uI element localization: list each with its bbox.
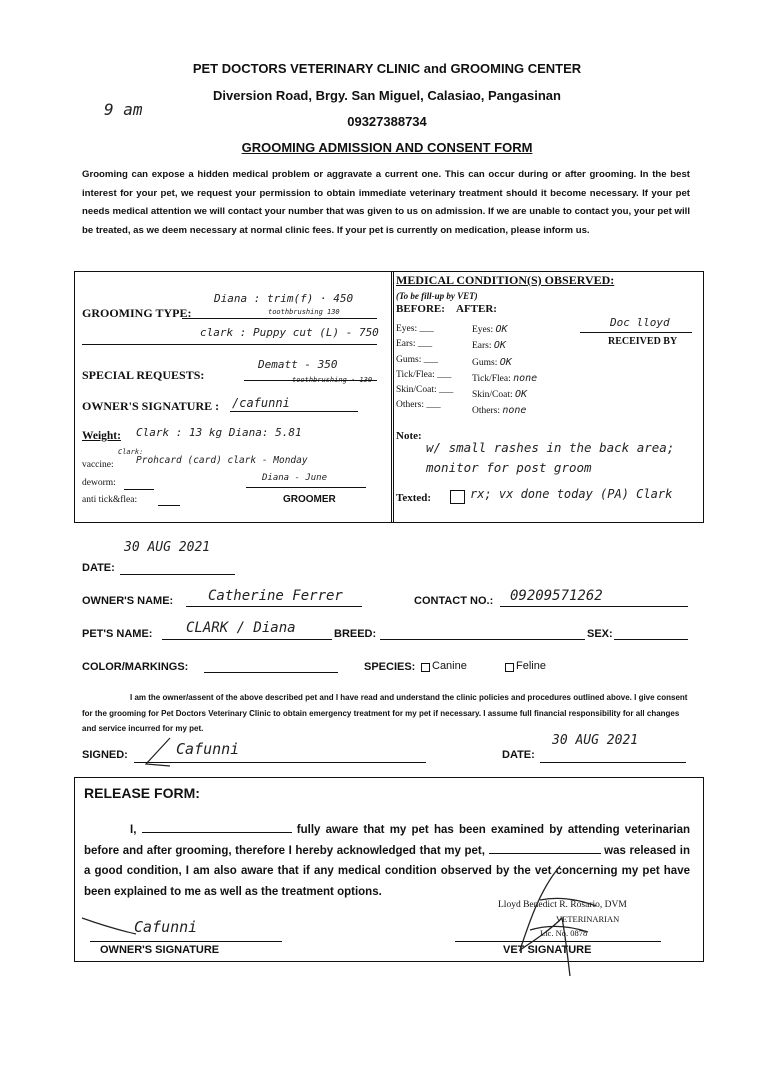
note-value: w/ small rashes in the back area; monitor for post groom (426, 440, 675, 475)
date-value: 30 AUG 2021 (124, 540, 211, 555)
received-by-value: Doc lloyd (610, 316, 670, 329)
received-by-underline (580, 332, 692, 333)
canine-checkbox[interactable] (421, 663, 430, 672)
medical-title: MEDICAL CONDITION(S) OBSERVED: (396, 273, 615, 287)
deworm-value: Diana - June (262, 473, 328, 483)
owner-signature-label: OWNER'S SIGNATURE : (82, 399, 220, 413)
clinic-address: Diversion Road, Brgy. San Miguel, Calasiao, Pangasinan (213, 88, 561, 103)
before-item: Ears: ___ (396, 339, 433, 350)
release-i: I, (130, 824, 137, 836)
special-requests-label: SPECIAL REQUESTS: (82, 368, 205, 382)
before-label: BEFORE: (396, 303, 445, 315)
signed-date-value: 30 AUG 2021 (552, 733, 639, 748)
groomer-underline (246, 487, 366, 488)
clinic-name: PET DOCTORS VETERINARY CLINIC and GROOMING CENTER (192, 61, 582, 76)
form-title: GROOMING ADMISSION AND CONSENT FORM (241, 140, 533, 155)
antitick-underline (158, 505, 180, 506)
clinic-phone: 09327388734 (347, 114, 427, 129)
before-item: Skin/Coat: ___ (396, 385, 454, 396)
weight-label: Weight: (82, 430, 121, 442)
after-item: Skin/Coat: OK (472, 389, 528, 401)
before-item: Tick/Flea: ___ (396, 369, 452, 380)
signed-underline (134, 762, 426, 763)
release-owner-label: OWNER'S SIGNATURE (100, 944, 220, 956)
release-text-2: was released in a good condition, I am also aware that if any medical condition observed by the vet concerning my pet have been explained to me as well as the treatment options. (84, 844, 690, 898)
owner-signature-stroke-icon (80, 914, 140, 938)
after-label: AFTER: (456, 303, 497, 315)
owner-signature-value: /cafunni (232, 396, 290, 410)
canine-label: Canine (432, 660, 467, 672)
after-item: Gums: OK (472, 356, 512, 368)
color-markings-underline[interactable] (204, 672, 338, 673)
after-list (472, 322, 537, 420)
release-title: RELEASE FORM: (84, 785, 200, 801)
before-item: Eyes: ___ (396, 324, 434, 334)
after-item: Tick/Flea: none (472, 372, 538, 384)
signed-date-underline (540, 762, 686, 763)
pet-name-label: PET'S NAME: (82, 628, 153, 640)
received-by-label: RECEIVED BY (608, 336, 678, 347)
after-item: Eyes: OK (472, 324, 508, 335)
contact-value[interactable]: 09209571262 (510, 588, 603, 604)
date-underline (120, 574, 235, 575)
release-name-blank[interactable] (142, 822, 292, 833)
contact-label: CONTACT NO.: (414, 595, 494, 607)
owner-signature-underline (230, 411, 358, 412)
breed-label: BREED: (334, 628, 377, 640)
sex-label: SEX: (587, 628, 613, 640)
sex-underline[interactable] (614, 639, 688, 640)
grooming-type-label: GROOMING TYPE: (82, 306, 192, 320)
grooming-type-line2: clark : Puppy cut (L) - 750 (200, 326, 379, 339)
weight-value: Clark : 13 kg Diana: 5.81 (136, 426, 302, 439)
grooming-type-underline-2 (82, 344, 377, 345)
pet-name-underline (162, 639, 332, 640)
texted-label: Texted: (396, 492, 432, 504)
after-item: Others: none (472, 405, 527, 417)
contact-underline (500, 606, 688, 607)
release-owner-signature: Cafunni (134, 918, 198, 936)
handwritten-time: 9 am (104, 100, 143, 119)
release-pet-blank[interactable] (489, 843, 601, 854)
grooming-type-line1: Diana : trim(f) · 450 (214, 292, 354, 305)
note-label: Note: (396, 430, 422, 442)
vet-name: Lloyd Benedict R. Rosario, DVM (498, 900, 627, 910)
after-item: Ears: OK (472, 340, 506, 352)
texted-checkbox[interactable] (450, 490, 465, 504)
special-requests-note: toothbrushing · 130 (292, 376, 373, 384)
vaccine-note: Clark: (118, 448, 144, 456)
grooming-type-underline (182, 318, 377, 319)
vet-title: VETERINARIAN (556, 914, 620, 924)
vaccine-label: vaccine: (82, 460, 114, 470)
deworm-label: deworm: (82, 478, 116, 488)
feline-checkbox[interactable] (505, 663, 514, 672)
vaccine-value: Prohcard (card) clark - Monday (136, 455, 308, 466)
intro-paragraph: Grooming can expose a hidden medical problem or aggravate a current one. This can occur during or after grooming. In the best interest for your pet, we request your permission to obtain immediate veterinary treatment should it become necessary. If your pet needs medical attention we will contact your number that was given to us on admission. If we are unable to contact you, your pet will be treated, as we deem necessary at normal clinic fees. If your pet is currently on medication, please inform us. (82, 169, 690, 236)
antitick-label: anti tick&flea: (82, 495, 138, 505)
signed-value: Cafunni (176, 740, 240, 758)
special-requests-underline (244, 380, 377, 381)
before-list (396, 322, 453, 414)
date-label: DATE: (82, 562, 115, 574)
groomer-label: GROOMER (283, 494, 336, 505)
color-markings-label: COLOR/MARKINGS: (82, 661, 189, 673)
pet-name-value[interactable]: CLARK / Diana (186, 620, 296, 636)
signature-stroke-icon (140, 734, 176, 770)
vet-signature-icon (500, 860, 610, 980)
signed-date-label: DATE: (502, 749, 535, 761)
feline-label: Feline (516, 660, 546, 672)
release-owner-underline (90, 941, 282, 942)
grooming-type-note: toothbrushing 130 (268, 308, 340, 316)
deworm-underline (124, 489, 154, 490)
signed-label: SIGNED: (82, 749, 128, 761)
texted-value: rx; vx done today (PA) Clark (470, 487, 673, 501)
owner-name-value[interactable]: Catherine Ferrer (208, 588, 343, 604)
species-label: SPECIES: (364, 661, 416, 673)
owner-name-underline (186, 606, 362, 607)
vet-license: Lic. No. 0878 (540, 928, 588, 938)
consent-paragraph: I am the owner/assent of the above described pet and I have read and understand the clinic policies and procedures outlined above. I give consent for the grooming for Pet Doctors Veterinary Clinic to obtain emergency treatment for my pet if necessary. I assume full financial responsibility for all changes and service incurred for my pet. (82, 693, 688, 733)
owner-name-label: OWNER'S NAME: (82, 595, 174, 607)
vet-signature-label: VET SIGNATURE (503, 944, 592, 956)
before-item: Gums: ___ (396, 354, 438, 365)
medical-subtitle: (To be fill-up by VET) (396, 291, 478, 301)
breed-underline[interactable] (380, 639, 585, 640)
special-requests-value: Dematt - 350 (258, 358, 338, 371)
release-text-1: fully aware that my pet has been examined by attending veterinarian before and after grooming, therefore I hereby acknowledged that my pet, (84, 824, 690, 857)
before-item: Others: ___ (396, 400, 441, 411)
